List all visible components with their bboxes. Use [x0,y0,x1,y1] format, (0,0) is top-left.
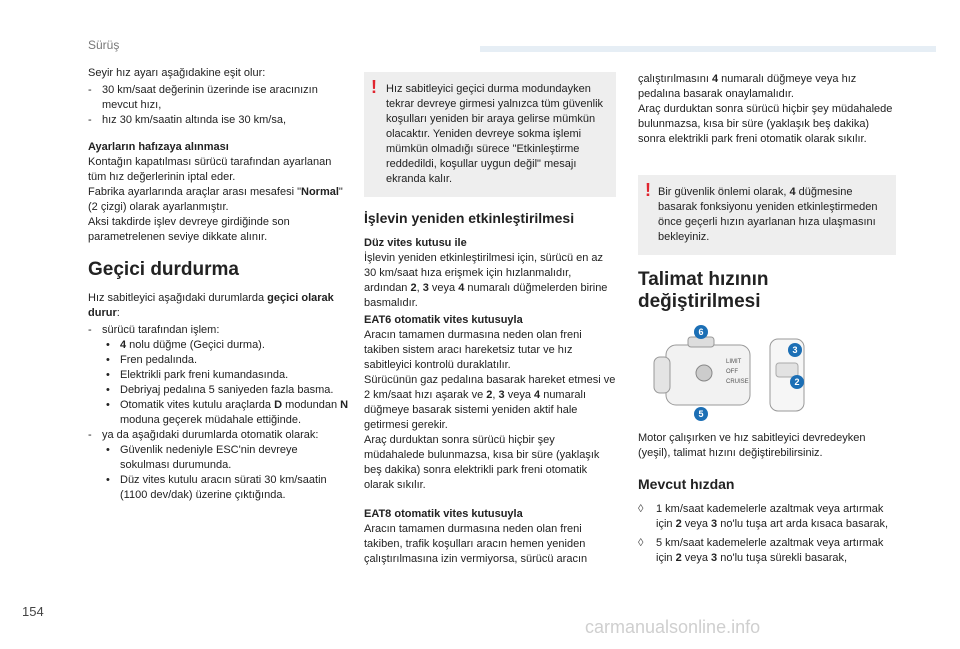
warning-box [364,72,616,197]
eat8-title: EAT8 otomatik vites kutusuyla [364,508,523,520]
watermark: carmanualsonline.info [585,617,761,637]
header-bar [480,46,936,52]
current-heading: Mevcut hızdan [638,476,735,492]
memory-p1: Kontağın kapatılması sürücü tarafından ayarlanan tüm hız değerlerinin iptal eder. [88,156,332,183]
figure-text: LIMIT [726,359,742,365]
pause-intro: Hız sabitleyici aşağıdaki durumlarda geçici olarak durur: [88,292,334,319]
list-item: - 30 km/saat değerinin üzerinde ise aracınızın mevcut hızı, [88,83,350,113]
stalk-figure [648,323,828,423]
pause-heading: Geçici durdurma [88,259,239,280]
figure-caption: Motor çalışırken ve hız sabitleyici devredeyken (yeşil), talimat hızını değiştirebilirsiniz. [638,432,866,459]
driver-item: - sürücü tarafından işlem: [88,323,350,338]
callout-2: 2 [790,375,804,389]
safety-text: Bir güvenlik önlemi olarak, 4 düğmesine basarak fonksiyonu yeniden etkinleştirmeden önce geçerli hızın ayarlanan hıza ulaşmasını bekleyiniz. [658,186,878,243]
list-item: ◊ 5 km/saat kademelerle azaltmak veya artırmak için 2 veya 3 no'lu tuşa sürekli basarak, [638,536,896,566]
eat6-title: EAT6 otomatik vites kutusuyla [364,314,523,326]
list-item: • Elektrikli park freni kumandasında. [88,368,350,383]
list-item: - hız 30 km/saatin altında ise 30 km/sa, [88,113,350,128]
figure-text: OFF [726,369,738,375]
callout-5: 5 [694,407,708,421]
section-title: Sürüş [88,38,120,52]
eat6-p3: Araç durduktan sonra sürücü hiçbir şey müdahalede bulunmazsa, kısa bir süre (yaklaşık beş dakika) sonra elektrikli park freni otomatik olarak sıkılır. [364,434,600,491]
callout-6: 6 [694,325,708,339]
cont-p2: Araç durduktan sonra sürücü hiçbir şey müdahalede bulunmazsa, kısa bir süre (yaklaşık beş dakika) sonra elektrikli park freni otomatik olarak sıkılır. [638,103,893,145]
auto-item: - ya da aşağıdaki durumlarda otomatik olarak: [88,428,350,443]
list-item: • Güvenlik nedeniyle ESC'nin devreye sokulması durumunda. [88,443,350,473]
list-item: • 4 nolu düğme (Geçici durma). [88,338,350,353]
memory-title: Ayarların hafızaya alınması [88,141,229,153]
list-item: • Düz vites kutulu aracın sürati 30 km/saatin (1100 dev/dak) üzerine çıktığında. [88,473,350,503]
change-heading: Talimat hızının değiştirilmesi [638,269,769,312]
eat8-p1: Aracın tamamen durmasına neden olan freni takiben, trafik koşulları aracın hemen yeniden çalıştırılmasına izin vermiyorsa, sürücü aracın [364,523,588,565]
list-item: ◊ 1 km/saat kademelerle azaltmak veya artırmak için 2 veya 3 no'lu tuşa art arda kısaca basarak, [638,502,896,532]
reactivate-heading: İşlevin yeniden etkinleştirilmesi [364,210,575,226]
warning-icon: ! [645,180,651,200]
manual-text: İşlevin yeniden etkinleştirilmesi için, sürücü en az 30 km/saat hıza erişmek için hızlanmalıdır, ardından 2, 3 veya 4 numaralı düğmelerden birine basmalıdır. [364,252,608,309]
eat6-p2: Sürücünün gaz pedalına basarak hareket etmesi ve 2 km/saat hızı aşarak ve 2, 3 veya 4 numaralı düğmeye basarak sistemi yeniden aktif hale getirmesi gerekir. [364,374,616,431]
list-item: • Fren pedalında. [88,353,350,368]
figure-text: CRUISE [726,379,749,385]
cruise-stalk-illustration [648,323,818,418]
column-2 [364,72,616,567]
memory-p2: Fabrika ayarlarında araçlar arası mesafesi "Normal" (2 çizgi) olarak ayarlanmıştır. [88,186,343,213]
callout-3: 3 [788,343,802,357]
column-1 [88,66,350,503]
memory-p3: Aksi takdirde işlev devreye girdiğinde son parametrelenen seviye dikkate alınır. [88,216,290,243]
speed-intro: Seyir hız ayarı aşağıdakine eşit olur: [88,67,266,79]
page-number: 154 [22,604,44,619]
manual-title: Düz vites kutusu ile [364,237,467,249]
eat6-p1: Aracın tamamen durmasına neden olan freni takiben sistem aracı hareketsiz tutar ve hız sabitleyici kontrolü duraklatılır. [364,329,582,371]
column-3 [638,72,896,570]
warning-icon: ! [371,77,377,97]
list-item: • Debriyaj pedalına 5 saniyeden fazla basma. [88,383,350,398]
warning-text: Hız sabitleyici geçici durma modundayken tekrar devreye girmesi yalnızca tüm güvenlik koşulları yeniden bir araya gelirse mümkün olacaktır. Yeniden devreye sokma işlemi mümkün olmadığı sürece "Etkinleştirme reddedildi, koşullar uygun değil" mesajı ekranda kalır. [386,83,604,185]
cont-p1: çalıştırılmasını 4 numaralı düğmeye veya hız pedalına basarak onaylamalıdır. [638,73,857,100]
list-item: • Otomatik vites kutulu araçlarda D modundan N moduna geçerek müdahale ettiğinde. [88,398,350,428]
safety-box [638,175,896,255]
